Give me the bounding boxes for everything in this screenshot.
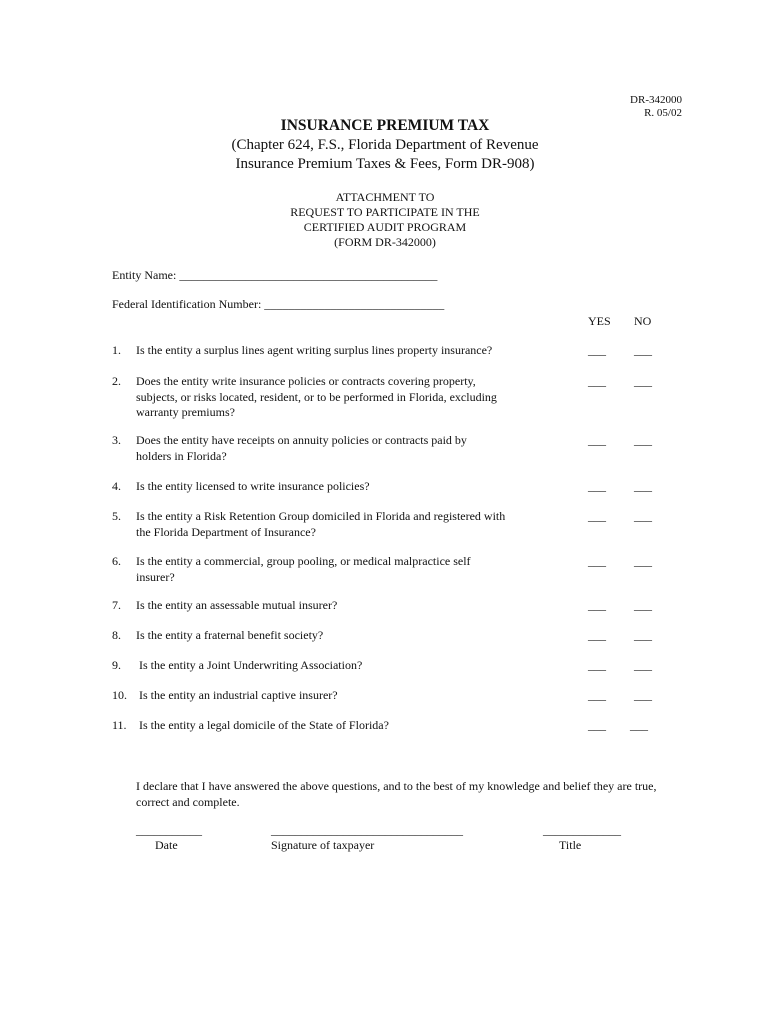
- question-text: Does the entity write insurance policies or contracts covering property, subjects, or risks located, resident, or to be performed in Florida, excluding warranty premiums?: [136, 374, 497, 419]
- answer-no-blank[interactable]: ___: [634, 479, 652, 493]
- question-text: Is the entity licensed to write insurance policies?: [136, 479, 370, 493]
- answer-no-blank[interactable]: ___: [634, 598, 652, 612]
- question-number: 6.: [112, 554, 121, 568]
- question-number: 1.: [112, 343, 121, 357]
- question-number: 3.: [112, 433, 121, 447]
- answer-yes-blank[interactable]: ___: [588, 374, 606, 388]
- question-text: Is the entity a Risk Retention Group domiciled in Florida and registered with the Florida Department of Insurance?: [136, 509, 506, 539]
- signature-label: Signature of taxpayer: [271, 838, 375, 852]
- answer-yes-blank[interactable]: ___: [588, 433, 606, 447]
- answer-no-blank[interactable]: ___: [634, 433, 652, 447]
- answer-no-blank[interactable]: ___: [634, 554, 652, 568]
- answer-yes-blank[interactable]: ___: [588, 658, 606, 672]
- document-subtitle-2: Insurance Premium Taxes & Fees, Form DR-908): [235, 156, 535, 172]
- attachment-line-3: CERTIFIED AUDIT PROGRAM: [303, 220, 467, 234]
- question-text: Is the entity a surplus lines agent writing surplus lines property insurance?: [136, 343, 493, 357]
- document-subtitle-1: (Chapter 624, F.S., Florida Department of Revenue: [231, 137, 539, 153]
- answer-yes-blank[interactable]: ___: [588, 628, 606, 642]
- question-text: Is the entity a legal domicile of the State of Florida?: [139, 718, 389, 732]
- answer-yes-blank[interactable]: ___: [588, 598, 606, 612]
- question-number: 9.: [112, 658, 121, 672]
- question-text: Is the entity a Joint Underwriting Association?: [139, 658, 363, 672]
- question-number: 4.: [112, 479, 121, 493]
- question-text: Is the entity an assessable mutual insurer?: [136, 598, 338, 612]
- title-line[interactable]: _____________: [543, 823, 621, 837]
- question-number: 5.: [112, 509, 121, 523]
- question-number: 7.: [112, 598, 121, 612]
- form-number: DR-342000: [630, 94, 682, 106]
- answer-yes-blank[interactable]: ___: [588, 479, 606, 493]
- date-label: Date: [155, 838, 178, 852]
- answer-no-blank[interactable]: ___: [634, 688, 652, 702]
- attachment-line-2: REQUEST TO PARTICIPATE IN THE: [290, 205, 480, 219]
- question-text: Is the entity a fraternal benefit society?: [136, 628, 324, 642]
- answer-no-blank[interactable]: ___: [634, 658, 652, 672]
- question-number: 2.: [112, 374, 121, 388]
- question-number: 10.: [112, 688, 127, 702]
- attachment-line-4: (FORM DR-342000): [334, 235, 436, 249]
- form-revision: R. 05/02: [644, 107, 682, 119]
- answer-no-blank[interactable]: ___: [630, 718, 648, 732]
- date-line[interactable]: ___________: [136, 823, 202, 837]
- answer-no-blank[interactable]: ___: [634, 374, 652, 388]
- declaration-text: I declare that I have answered the above questions, and to the best of my knowledge and belief they are true, correct and complete.: [136, 779, 657, 809]
- answer-no-blank[interactable]: ___: [634, 509, 652, 523]
- no-column-header: NO: [634, 314, 652, 328]
- answer-yes-blank[interactable]: ___: [588, 718, 606, 732]
- question-number: 11.: [112, 718, 127, 732]
- signature-line[interactable]: ________________________________: [271, 823, 463, 837]
- question-text: Is the entity an industrial captive insurer?: [139, 688, 338, 702]
- attachment-line-1: ATTACHMENT TO: [335, 190, 435, 204]
- answer-yes-blank[interactable]: ___: [588, 688, 606, 702]
- question-text: Is the entity a commercial, group pooling, or medical malpractice self insurer?: [136, 554, 471, 584]
- answer-yes-blank[interactable]: ___: [588, 554, 606, 568]
- title-label: Title: [559, 838, 582, 852]
- fein-field[interactable]: Federal Identification Number: ______________________________: [112, 297, 445, 311]
- answer-yes-blank[interactable]: ___: [588, 343, 606, 357]
- question-text: Does the entity have receipts on annuity policies or contracts paid by holders in Florida?: [136, 433, 467, 463]
- question-number: 8.: [112, 628, 121, 642]
- answer-no-blank[interactable]: ___: [634, 628, 652, 642]
- yes-column-header: YES: [588, 314, 611, 328]
- answer-no-blank[interactable]: ___: [634, 343, 652, 357]
- answer-yes-blank[interactable]: ___: [588, 509, 606, 523]
- document-title: INSURANCE PREMIUM TAX: [280, 117, 490, 134]
- entity-name-field[interactable]: Entity Name: ___________________________________________: [112, 268, 438, 282]
